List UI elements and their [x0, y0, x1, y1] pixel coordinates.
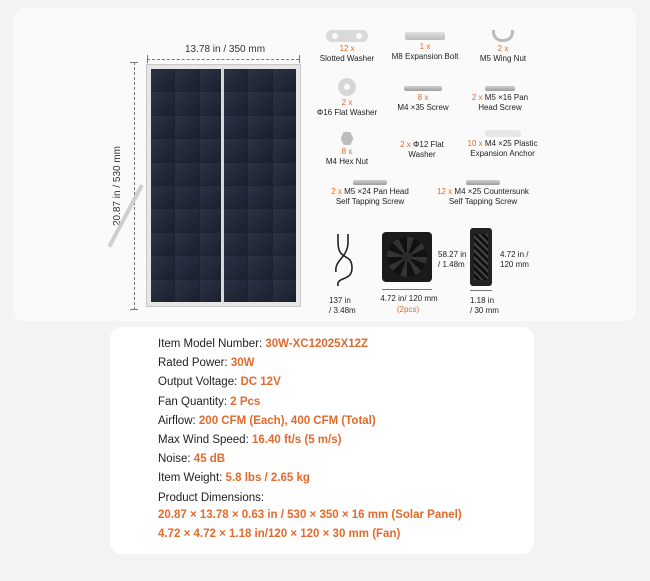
- spec-row: [158, 338, 368, 350]
- spec-value: 16.40 ft/s (5 m/s): [251, 434, 342, 446]
- flat-washer-icon: [338, 78, 356, 96]
- spec-label: Rated Power:: [158, 357, 231, 370]
- spec-label: Max Wind Speed:: [158, 434, 252, 446]
- accessory-name: M5 Wing Nut: [479, 54, 527, 63]
- solar-cell: [151, 256, 174, 278]
- solar-cell: [248, 163, 271, 185]
- solar-cell: [151, 163, 174, 185]
- accessory-qty: 12 x: [339, 44, 355, 53]
- solar-cell: [175, 92, 198, 114]
- fan-side-height-line2: 120 mm: [500, 260, 529, 269]
- accessory-name-line2: Expansion Anchor: [470, 149, 535, 158]
- spec-label: Item Weight:: [158, 472, 226, 485]
- accessory-qty: 10 x: [467, 139, 483, 148]
- spec-label: Airflow:: [158, 414, 199, 427]
- hex-nut-icon: [341, 132, 354, 145]
- solar-cell: [200, 139, 223, 161]
- fan-depth-line: [470, 290, 492, 291]
- spec-row: [158, 492, 264, 504]
- fan-width-line: [382, 289, 432, 290]
- self-tapping-screw-icon: [353, 180, 387, 185]
- dimension-fan: 4.72 × 4.72 × 1.18 in/120 × 120 × 30 mm (Fan): [158, 528, 401, 540]
- fan-depth-line1: 1.18 in: [470, 296, 495, 305]
- cable-length-line2: / 3.48m: [329, 306, 356, 315]
- accessory-name: M4 Hex Nut: [325, 157, 369, 166]
- accessory-hex-nut: [318, 132, 376, 167]
- fan-cable-length: [438, 250, 466, 270]
- cable-length-line1: 137 in: [329, 296, 351, 305]
- spec-label: Output Voltage:: [158, 376, 241, 389]
- accessory-flat-washer-16: [313, 78, 381, 118]
- accessory-qty: 8 x: [341, 147, 353, 156]
- spec-value: DC 12V: [240, 376, 281, 389]
- solar-cell: [175, 209, 198, 231]
- solar-cell: [273, 116, 296, 138]
- accessory-qty: 1 x: [419, 42, 431, 51]
- solar-cell: [200, 256, 223, 278]
- height-dimension-line: [134, 62, 135, 310]
- accessory-m5-16-screw: [465, 86, 535, 113]
- spec-value: 200 CFM (Each), 400 CFM (Total): [198, 414, 376, 427]
- accessory-qty: 2 x: [497, 44, 509, 53]
- solar-cell: [151, 92, 174, 114]
- solar-cell: [224, 163, 247, 185]
- spec-row: [158, 376, 281, 388]
- solar-cell: [273, 280, 296, 302]
- accessory-name: M5 ×16 Pan: [484, 93, 529, 102]
- fan-depth-line2: / 30 mm: [470, 306, 499, 315]
- spec-row: [158, 453, 225, 465]
- solar-cell: [151, 69, 174, 91]
- plastic-anchor-icon: [485, 130, 521, 137]
- spec-row: [158, 396, 260, 408]
- solar-cell: [273, 186, 296, 208]
- power-cable-image: [330, 232, 360, 290]
- solar-cell: [175, 69, 198, 91]
- fan-side-image: [470, 228, 492, 286]
- accessory-name-line2: Self Tapping Screw: [448, 197, 518, 206]
- spec-label: Noise:: [158, 453, 194, 466]
- solar-cell: [175, 163, 198, 185]
- screw-icon: [404, 86, 442, 91]
- solar-cell: [273, 69, 296, 91]
- accessory-name: M8 Expansion Bolt: [391, 52, 459, 61]
- spec-row: [158, 472, 310, 484]
- fan-depth: [470, 296, 499, 316]
- spec-value: 5.8 lbs / 2.65 kg: [225, 472, 310, 485]
- solar-cell: [200, 186, 223, 208]
- panel-width-label: 13.78 in / 350 mm: [185, 44, 266, 55]
- solar-cell: [200, 209, 223, 231]
- dimension-solar-panel: 20.87 × 13.78 × 0.63 in / 530 × 350 × 16 mm (Solar Panel): [158, 509, 462, 521]
- wing-nut-icon: [492, 30, 514, 42]
- accessory-name-line2: Self Tapping Screw: [335, 197, 405, 206]
- solar-cell: [175, 233, 198, 255]
- solar-cell: [273, 209, 296, 231]
- panel-height-label: 20.87 in / 530 mm: [112, 145, 123, 227]
- countersunk-screw-icon: [466, 180, 500, 185]
- solar-cell: [175, 116, 198, 138]
- solar-cell: [175, 139, 198, 161]
- accessory-qty: 12 x: [437, 187, 453, 196]
- panel-busbar: [221, 68, 224, 303]
- solar-cell: [151, 280, 174, 302]
- solar-cell: [200, 280, 223, 302]
- accessory-name: Φ12 Flat: [413, 140, 444, 149]
- accessory-name-line2: Washer: [408, 150, 436, 159]
- accessory-flat-washer-12: [390, 140, 454, 160]
- spec-value: 30W: [230, 357, 255, 370]
- accessory-plastic-anchor: [455, 130, 550, 159]
- solar-cell: [273, 256, 296, 278]
- accessory-qty: 2 x: [331, 187, 342, 196]
- accessory-qty: 2 x: [471, 93, 483, 102]
- solar-cell: [248, 116, 271, 138]
- width-tick-right: [299, 55, 300, 63]
- solar-cell: [200, 163, 223, 185]
- accessory-name: M4 ×25 Plastic: [484, 139, 538, 148]
- accessory-name: Slotted Washer: [319, 54, 375, 63]
- spec-value: 2 Pcs: [230, 395, 261, 408]
- spec-row: [158, 434, 341, 446]
- spec-label: Item Model Number:: [158, 338, 266, 350]
- solar-cell: [151, 209, 174, 231]
- solar-cell: [175, 256, 198, 278]
- spec-label: Fan Quantity:: [158, 395, 231, 408]
- fan-front-image: [382, 232, 432, 282]
- spec-label: Product Dimensions:: [158, 491, 265, 504]
- slotted-washer-icon: [326, 30, 368, 42]
- solar-cell: [151, 139, 174, 161]
- expansion-bolt-icon: [405, 32, 445, 40]
- cable-length: [329, 296, 369, 316]
- height-tick-bottom: [130, 309, 138, 310]
- fan-width-label: 4.72 in/ 120 mm: [380, 294, 438, 303]
- accessory-m4-25-countersunk: [428, 180, 538, 207]
- accessory-qty: 2 x: [400, 140, 411, 149]
- solar-cell: [224, 116, 247, 138]
- fan-cable-line2: / 1.48m: [438, 260, 465, 269]
- fan-side-height-line1: 4.72 in /: [500, 250, 529, 259]
- solar-cell: [224, 92, 247, 114]
- height-tick-top: [130, 62, 138, 63]
- solar-cell: [273, 139, 296, 161]
- accessory-name: M4 ×25 Countersunk: [454, 187, 529, 196]
- solar-cell: [273, 92, 296, 114]
- solar-cell: [200, 233, 223, 255]
- solar-cell: [224, 186, 247, 208]
- spec-row: [158, 357, 255, 369]
- solar-cell: [248, 209, 271, 231]
- accessory-qty: 2 x: [341, 98, 353, 107]
- solar-cell: [248, 280, 271, 302]
- solar-cell: [151, 116, 174, 138]
- accessory-name: M5 ×24 Pan Head: [344, 187, 409, 196]
- solar-cell: [273, 233, 296, 255]
- solar-cell: [248, 256, 271, 278]
- solar-cell: [224, 139, 247, 161]
- spec-row: [158, 415, 376, 427]
- fan-side-height: [500, 250, 529, 270]
- accessory-wing-nut: [470, 30, 536, 64]
- solar-cell: [175, 186, 198, 208]
- spec-value: 45 dB: [193, 453, 226, 466]
- solar-cell: [248, 139, 271, 161]
- fan-cable-line1: 58.27 in: [438, 250, 467, 259]
- solar-cell: [248, 233, 271, 255]
- accessory-name: M4 ×35 Screw: [397, 103, 449, 112]
- solar-cell: [248, 92, 271, 114]
- spec-value: 30W-XC12025X12Z: [265, 338, 369, 350]
- width-tick-left: [147, 55, 148, 63]
- solar-cell: [224, 256, 247, 278]
- accessory-name-line2: Head Screw: [478, 103, 522, 112]
- solar-cell: [224, 280, 247, 302]
- solar-cell: [224, 233, 247, 255]
- pan-head-screw-icon: [485, 86, 515, 91]
- accessory-m5-24-screw: [322, 180, 418, 207]
- accessory-m4-35-screw: [388, 86, 458, 113]
- solar-cell: [224, 69, 247, 91]
- solar-cell: [200, 69, 223, 91]
- accessory-slotted-washer: [316, 30, 378, 64]
- solar-cell: [200, 116, 223, 138]
- solar-cell: [224, 209, 247, 231]
- accessory-name: Φ16 Flat Washer: [316, 108, 378, 117]
- solar-cell: [175, 280, 198, 302]
- solar-cell: [200, 92, 223, 114]
- solar-cell: [248, 186, 271, 208]
- solar-cell: [151, 186, 174, 208]
- solar-cell: [151, 233, 174, 255]
- accessory-qty: 8 x: [417, 93, 429, 102]
- solar-cell: [273, 163, 296, 185]
- solar-cell: [248, 69, 271, 91]
- fan-count-label: (2pcs): [396, 305, 420, 314]
- accessory-expansion-bolt: [385, 32, 465, 62]
- width-dimension-line: [147, 59, 299, 60]
